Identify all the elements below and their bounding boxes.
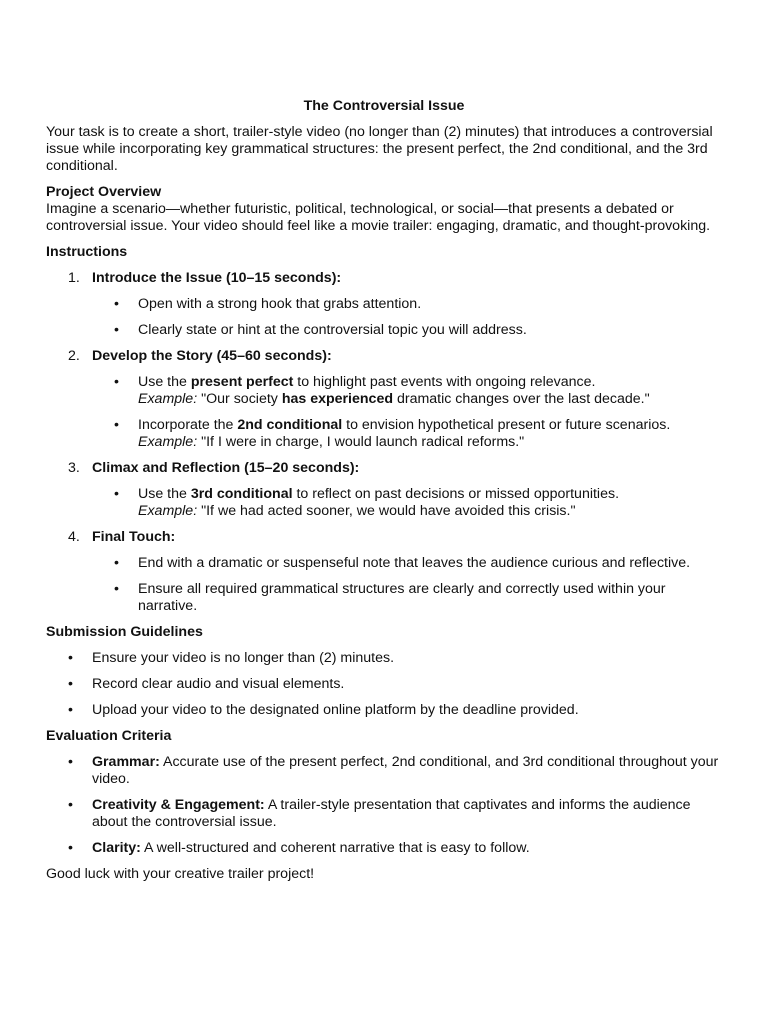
- list-item: [46, 702, 722, 719]
- step-heading: Climax and Reflection (15–20 seconds):: [92, 460, 360, 476]
- list-item: [92, 296, 722, 313]
- text-run: "If we had acted sooner, we would have avoided this crisis.": [197, 503, 576, 519]
- step-heading: Develop the Story (45–60 seconds):: [92, 348, 332, 364]
- instructions-heading: Instructions: [46, 244, 128, 260]
- list-item: [92, 581, 722, 615]
- bullet-icon: •: [114, 581, 119, 597]
- example-label: Example:: [138, 503, 198, 519]
- criterion-label: Clarity:: [92, 840, 141, 856]
- bullet-icon: •: [114, 486, 119, 502]
- text-run: "If I were in charge, I would launch radical reforms.": [197, 434, 525, 450]
- text-run: dramatic changes over the last decade.": [393, 391, 650, 407]
- text-run: to highlight past events with ongoing relevance.: [293, 374, 596, 390]
- example-line: [138, 434, 524, 450]
- criterion-label: Creativity & Engagement:: [92, 797, 265, 813]
- text-run: Use the: [138, 486, 191, 502]
- bullet-icon: •: [114, 374, 119, 390]
- bullet-text: Ensure all required grammatical structures are clearly and correctly used within your narrative.: [138, 581, 666, 614]
- text-run: to envision hypothetical present or future scenarios.: [342, 417, 671, 433]
- step-number: 2.: [68, 348, 80, 364]
- closing-line: Good luck with your creative trailer project!: [46, 866, 315, 882]
- bullet-icon: •: [114, 555, 119, 571]
- bullet-text: Clearly state or hint at the controversial topic you will address.: [138, 322, 527, 338]
- bullet-icon: •: [114, 322, 119, 338]
- step-heading: Introduce the Issue (10–15 seconds):: [92, 270, 342, 286]
- example-line: [138, 503, 576, 519]
- criterion-text: A well-structured and coherent narrative that is easy to follow.: [140, 840, 530, 856]
- overview-heading: Project Overview: [46, 184, 162, 200]
- intro-paragraph: Your task is to create a short, trailer-style video (no longer than (2) minutes) that introduces a controversial issue while incorporating key grammatical structures: the present perfect, the 2nd conditional, and the 3rd conditional.: [46, 124, 713, 174]
- bullet-text: [138, 486, 619, 502]
- bullet-icon: •: [68, 754, 73, 770]
- bold-term: present perfect: [190, 374, 294, 390]
- step-bullets: [92, 296, 722, 339]
- bullet-text: Ensure your video is no longer than (2) minutes.: [92, 650, 395, 666]
- step-number: 1.: [68, 270, 80, 286]
- submission-list: [46, 650, 722, 719]
- list-item: [92, 486, 722, 520]
- example-line: [138, 391, 650, 407]
- bold-term: 2nd conditional: [237, 417, 343, 433]
- list-item: [46, 650, 722, 667]
- text-run: "Our society: [197, 391, 282, 407]
- list-item: [92, 322, 722, 339]
- step-bullets: [92, 374, 722, 451]
- instructions-list: [46, 270, 722, 615]
- bullet-icon: •: [68, 702, 73, 718]
- list-item: [46, 676, 722, 693]
- submission-heading: Submission Guidelines: [46, 624, 203, 640]
- step-bullets: [92, 555, 722, 615]
- list-item: [92, 417, 722, 451]
- bullet-text: End with a dramatic or suspenseful note that leaves the audience curious and reflective.: [138, 555, 691, 571]
- text-run: Use the: [138, 374, 191, 390]
- instruction-step: [46, 348, 722, 451]
- step-bullets: [92, 486, 722, 520]
- step-heading: Final Touch:: [92, 529, 176, 545]
- criterion-label: Grammar:: [92, 754, 160, 770]
- bullet-text: Upload your video to the designated online platform by the deadline provided.: [92, 702, 579, 718]
- step-number: 3.: [68, 460, 80, 476]
- bullet-icon: •: [68, 797, 73, 813]
- list-item: [46, 797, 722, 831]
- bold-term: has experienced: [281, 391, 394, 407]
- instruction-step: [46, 460, 722, 520]
- example-label: Example:: [138, 391, 198, 407]
- instruction-step: [46, 529, 722, 615]
- overview-paragraph: Imagine a scenario—whether futuristic, political, technological, or social—that presents a debated or controversial issue. Your video should feel like a movie trailer: engaging, dramatic, and thought-provoking.: [46, 201, 711, 234]
- step-number: 4.: [68, 529, 80, 545]
- list-item: [92, 374, 722, 408]
- bullet-icon: •: [68, 650, 73, 666]
- list-item: [92, 555, 722, 572]
- evaluation-list: [46, 754, 722, 857]
- bullet-icon: •: [114, 296, 119, 312]
- bullet-icon: •: [114, 417, 119, 433]
- list-item: [46, 840, 722, 857]
- bullet-text: Record clear audio and visual elements.: [92, 676, 345, 692]
- evaluation-heading: Evaluation Criteria: [46, 728, 172, 744]
- document-title: The Controversial Issue: [303, 98, 465, 114]
- criterion-text: Accurate use of the present perfect, 2nd conditional, and 3rd conditional throughout your video.: [92, 754, 719, 787]
- example-label: Example:: [138, 434, 198, 450]
- bullet-text: Open with a strong hook that grabs attention.: [138, 296, 422, 312]
- criterion-text: A trailer-style presentation that captivates and informs the audience about the controversial issue.: [92, 797, 691, 830]
- list-item: [46, 754, 722, 788]
- instruction-step: [46, 270, 722, 339]
- bullet-icon: •: [68, 840, 73, 856]
- bold-term: 3rd conditional: [190, 486, 293, 502]
- bullet-text: [138, 417, 670, 433]
- text-run: to reflect on past decisions or missed opportunities.: [292, 486, 620, 502]
- bullet-text: [138, 374, 595, 390]
- bullet-icon: •: [68, 676, 73, 692]
- text-run: Incorporate the: [138, 417, 238, 433]
